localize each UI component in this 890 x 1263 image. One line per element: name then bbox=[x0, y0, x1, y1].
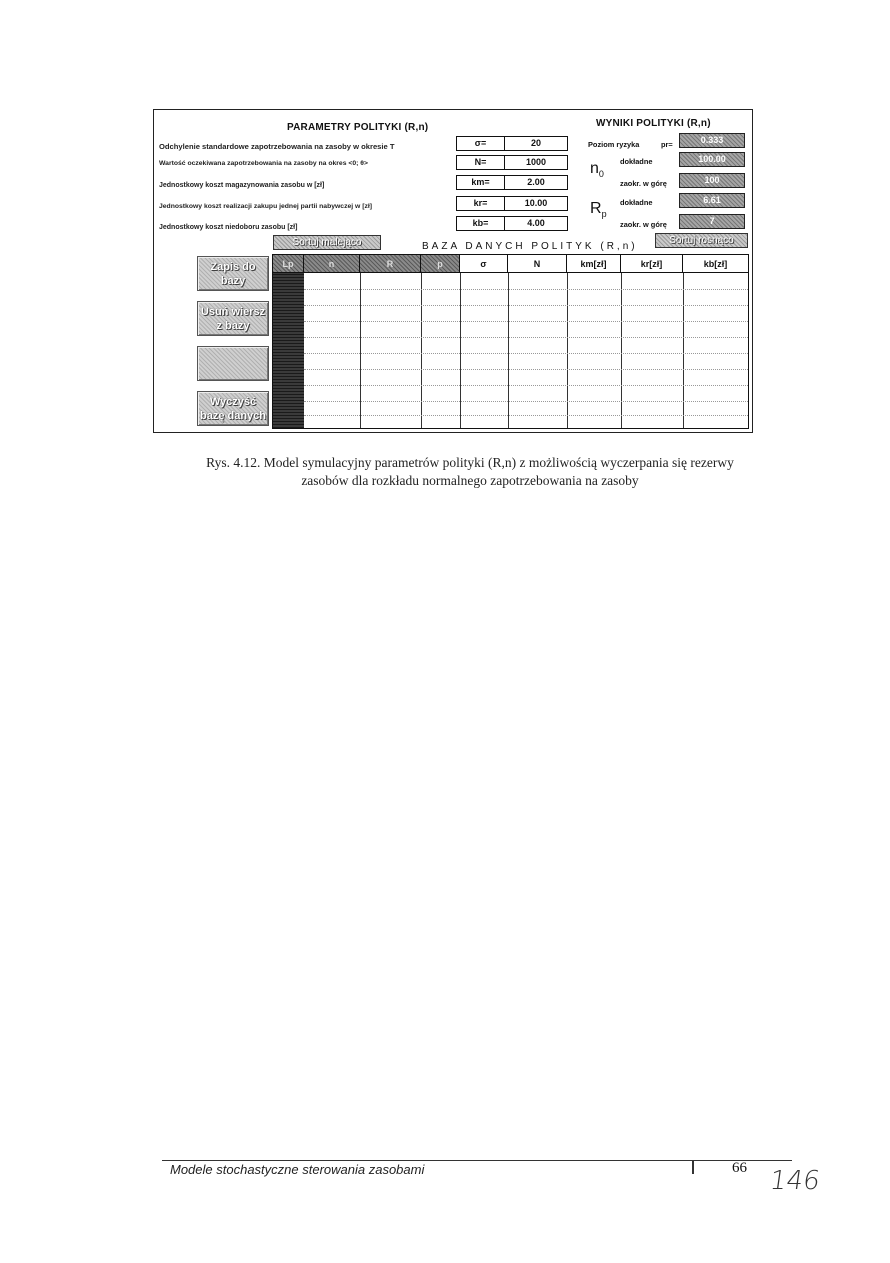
col-divider bbox=[683, 273, 684, 428]
col-header-r[interactable]: R bbox=[360, 255, 421, 273]
sigma-field[interactable] bbox=[456, 136, 568, 151]
wyniki-title: WYNIKI POLITYKI (R,n) bbox=[596, 118, 711, 129]
rp-symbol: $R_p$ bbox=[590, 200, 607, 220]
parametry-title: PARAMETRY POLITYKI (R,n) bbox=[287, 122, 429, 133]
n-value[interactable]: 1000 bbox=[525, 157, 547, 167]
n0-dokladne-label: dokładne bbox=[620, 157, 653, 166]
col-header-km[interactable]: km[zł] bbox=[567, 255, 621, 273]
delete-row-button[interactable]: Usuń wiersz z bazy bbox=[197, 301, 269, 336]
km-symbol: km= bbox=[457, 176, 505, 189]
col-header-kr[interactable]: kr[zł] bbox=[621, 255, 683, 273]
col-header-bign[interactable]: N bbox=[508, 255, 567, 273]
param-label-sigma: Odchylenie standardowe zapotrzebowania na zasoby w okresie T bbox=[159, 142, 395, 151]
clear-db-button[interactable]: Wyczyść bazę danych bbox=[197, 391, 269, 426]
n-symbol: N= bbox=[457, 156, 505, 169]
footer-rule bbox=[162, 1160, 792, 1161]
policy-database-table[interactable] bbox=[272, 254, 749, 429]
save-to-db-button[interactable]: Zapis do bazy bbox=[197, 256, 269, 291]
kb-symbol: kb= bbox=[457, 217, 505, 230]
footer-title: Modele stochastyczne sterowania zasobami bbox=[170, 1162, 425, 1177]
n-field[interactable] bbox=[456, 155, 568, 170]
table-row[interactable] bbox=[304, 385, 748, 386]
table-row[interactable] bbox=[304, 305, 748, 306]
rp-dokladne-label: dokładne bbox=[620, 198, 653, 207]
col-divider bbox=[421, 273, 422, 428]
table-row[interactable] bbox=[304, 337, 748, 338]
kr-value[interactable]: 10.00 bbox=[524, 198, 548, 208]
empty-button[interactable] bbox=[197, 346, 269, 381]
table-row[interactable] bbox=[304, 353, 748, 354]
n0-zaokr-value: 100 bbox=[679, 173, 745, 188]
table-row[interactable] bbox=[304, 415, 748, 416]
table-row[interactable] bbox=[304, 401, 748, 402]
page-number: 66 bbox=[732, 1160, 747, 1176]
figure-caption-line1: Rys. 4.12. Model symulacyjny parametrów polityki (R,n) z możliwością wyczerpania się rezerwy bbox=[206, 455, 734, 470]
table-row[interactable] bbox=[304, 321, 748, 322]
footer-divider bbox=[692, 1160, 694, 1174]
lp-column bbox=[273, 273, 304, 428]
risk-symbol: pr= bbox=[661, 140, 673, 149]
n0-dokladne-value: 100.00 bbox=[679, 152, 745, 167]
col-header-p[interactable]: p bbox=[421, 255, 460, 273]
param-label-km: Jednostkowy koszt magazynowania zasobu w [zł] bbox=[159, 182, 325, 189]
table-row[interactable] bbox=[304, 289, 748, 290]
col-header-lp[interactable]: Lp bbox=[273, 255, 304, 273]
rp-zaokr-value: 7 bbox=[679, 214, 745, 229]
param-label-kb: Jednostkowy koszt niedoboru zasobu [zł] bbox=[159, 224, 298, 231]
col-divider bbox=[508, 273, 509, 428]
sort-asc-button[interactable]: Sortuj rosnąco bbox=[655, 233, 748, 248]
km-value[interactable]: 2.00 bbox=[527, 177, 545, 187]
kr-symbol: kr= bbox=[457, 197, 505, 210]
col-header-n[interactable]: n bbox=[304, 255, 360, 273]
risk-label: Poziom ryzyka bbox=[588, 140, 640, 149]
table-row[interactable] bbox=[304, 369, 748, 370]
sort-desc-button[interactable]: Sortuj malejąco bbox=[273, 235, 381, 250]
figure-caption-line2: zasobów dla rozkładu normalnego zapotrzebowania na zasoby bbox=[301, 473, 639, 488]
kb-value[interactable]: 4.00 bbox=[527, 218, 545, 228]
col-divider bbox=[621, 273, 622, 428]
n0-zaokr-label: zaokr. w górę bbox=[620, 179, 667, 188]
sigma-symbol: σ= bbox=[457, 137, 505, 150]
handwritten-page-number: 146 bbox=[767, 1166, 822, 1196]
kr-field[interactable] bbox=[456, 196, 568, 211]
sigma-value[interactable]: 20 bbox=[530, 138, 541, 148]
n0-symbol: $n_0$ bbox=[590, 160, 604, 180]
param-label-n: Wartość oczekiwana zapotrzebowania na zasoby na okres <0; θ> bbox=[159, 160, 368, 167]
col-header-kb[interactable]: kb[zł] bbox=[683, 255, 748, 273]
rp-zaokr-label: zaokr. w górę bbox=[620, 220, 667, 229]
rp-dokladne-value: 6.61 bbox=[679, 193, 745, 208]
risk-value: 0.333 bbox=[679, 133, 745, 148]
param-label-kr: Jednostkowy koszt realizacji zakupu jednej partii nabywczej w [zł] bbox=[159, 203, 373, 210]
col-divider bbox=[567, 273, 568, 428]
col-divider bbox=[460, 273, 461, 428]
col-divider bbox=[360, 273, 361, 428]
baza-title: BAZA DANYCH POLITYK (R,n) bbox=[422, 241, 638, 252]
col-header-sigma[interactable]: σ bbox=[460, 255, 508, 273]
kb-field[interactable] bbox=[456, 216, 568, 231]
km-field[interactable] bbox=[456, 175, 568, 190]
